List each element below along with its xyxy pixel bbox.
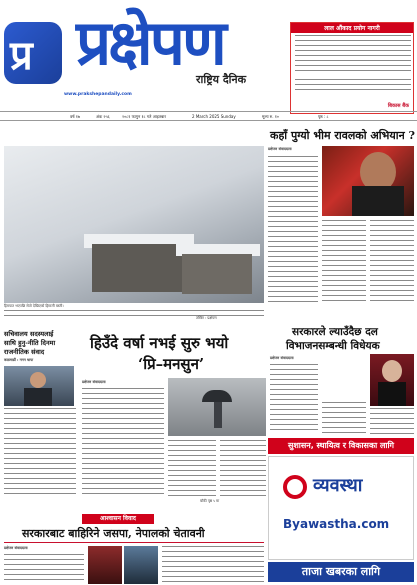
article-text-left-col1 [4,408,76,498]
price: मूल्य रु. १० [262,114,279,119]
ad-brand-url[interactable]: Byawastha.com [283,517,390,531]
article-text-center-col1 [82,388,164,498]
ad-footer: बिकास बैंक [387,103,409,109]
byawastha-logo-icon [283,475,307,499]
byline-left: काठमाडौं : गगन थापा [4,358,34,362]
headline-bill-line1[interactable]: सरकारले ल्याउँदैछ दल [292,326,378,338]
ad-brand-name: व्यवस्था [313,475,363,496]
politician-photo [322,146,414,216]
headline-jaspa[interactable]: सरकारबाट बाहिरिने जसपा, नेपालको चेतावनी [22,527,205,540]
byawastha-advertisement[interactable] [268,456,414,560]
divider-line [4,542,264,543]
byline-jaspa: प्रक्षेपण संवाददाता [4,546,28,550]
left-story-photo [4,366,74,406]
continued-note-center[interactable]: बाँकी पृष्ठ ५ मा [200,499,220,503]
ad-banner-latest-news[interactable]: ताजा खबरका लागि [268,562,414,582]
issue-number: अंक २५६ [96,114,110,119]
ad-headline: लाल औंकाद प्रयोग नागरी [291,23,413,33]
page-count: पृष्ठ : ८ [318,114,329,119]
headline-premonsoon-line1[interactable]: हिउँदे वर्षा नभई सुरु भयो [90,334,229,352]
article-text-jaspa-col1 [4,554,84,584]
nepali-date: २०८१ फागुन १८ गते आइतबार [122,114,166,119]
article-text-bill-col3 [370,408,414,434]
story-tag: आश्वासन विवाद [82,514,154,524]
headline-bill-line2[interactable]: विभाजनसम्बन्धी विधेयक [286,340,380,352]
minister-photo [370,354,414,406]
headline-premonsoon-line2[interactable]: ‘प्रि–मनसुन’ [138,355,205,373]
ad-text-block-2 [295,79,411,93]
newspaper-logo-icon [4,22,62,84]
article-text-bill-col2 [322,402,366,434]
photo-credit: तस्बिर : प्रक्षेपण [196,316,217,320]
article-text-center-col2 [168,440,216,498]
newspaper-subtitle: राष्ट्रिय दैनिक [196,73,247,86]
website-url[interactable]: www.prakshepandaily.com [64,92,132,97]
photo-caption-more [4,310,264,316]
ad-text-block [295,35,411,75]
byline-bill: प्रक्षेपण संवाददाता [270,356,294,360]
article-text-rawal-col3 [370,220,414,304]
byline-center: प्रक्षेपण संवाददाता [82,380,106,384]
volume-number: वर्ष १७ [70,114,80,119]
leader-photo-2 [124,546,158,584]
info-bar [0,111,417,121]
snow-village-photo [4,146,264,303]
ad-banner-good-governance[interactable]: सुशासन, स्थायित्व र विकासका लागि [268,438,414,454]
photo-caption: हिमपात भएपछि सेतो देखिएको हिमाली बस्ती। [4,304,64,308]
article-text-center-col3 [220,440,266,498]
headline-left-line2[interactable]: साथि हुनु-नीति दिनमा [4,339,56,347]
english-date: 2 March 2025 Sunday [192,114,236,119]
headline-left-line3[interactable]: राजनीतिक संवाद [4,348,45,356]
article-text-bill-col1 [270,364,318,434]
article-text-rawal-col1 [268,156,318,304]
article-text-rawal-col2 [322,220,366,304]
headline-left-line1[interactable]: सचिवालय सदस्यलाई [4,330,54,338]
byline-rawal: प्रक्षेपण संवाददाता [268,147,292,151]
top-advertisement[interactable] [290,22,414,114]
rain-photo [168,378,266,436]
logo-letter: प्र [10,32,33,79]
leader-photo-1 [88,546,122,584]
article-text-jaspa-col2 [162,546,264,584]
newspaper-title: प्रक्षेपण [76,6,224,79]
headline-rawal[interactable]: कहाँ पुग्यो भीम रावलको अभियान ? [270,129,415,142]
